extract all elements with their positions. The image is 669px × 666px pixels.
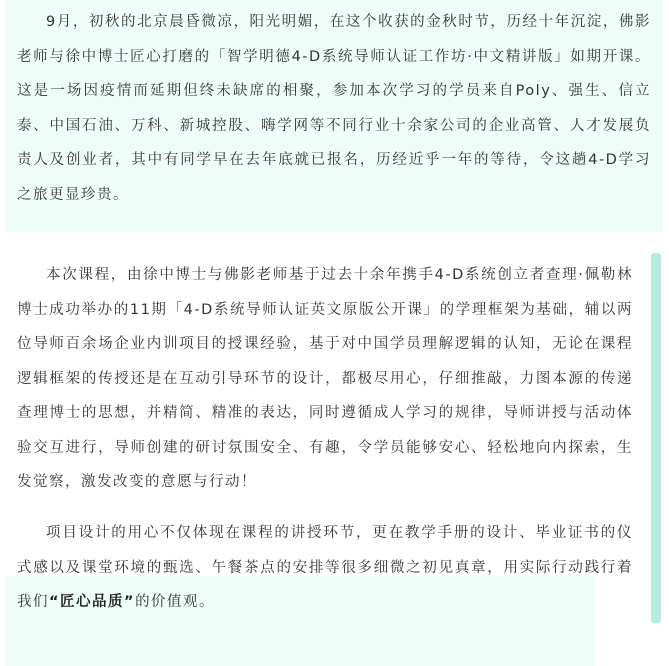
paragraph-design: [17, 516, 633, 620]
paragraph-design-start: 项目设计的用心不仅体现在课程的讲授环节，更在教学手册的设计、毕业证书的仪式感以及课堂环境的甄选、午餐茶点的安排等很多细微之初见真章，用实际行动践行着我们: [17, 525, 633, 610]
paragraph-intro: 9月，初秋的北京晨昏微凉，阳光明媚，在这个收获的金秋时节，历经十年沉淀，佛影老师与徐中博士匠心打磨的「智学明德4-D系统导师认证工作坊·中文精讲版」如期开课。这是一场因疫情而延期但终未缺席的相聚，参加本次学习的学员来自Poly、强生、信立泰、中国石油、万科、新城控股、嗨学网等不同行业十余家公司的企业高管、人才发展负责人及创业者，其中有同学早在去年底就已报名，历经近乎一年的等待，令这趟4-D学习之旅更显珍贵。: [17, 14, 651, 203]
paragraph-block-1: [5, 0, 663, 232]
paragraph-block-3: [5, 516, 645, 626]
paragraph-design-end: 的价值观。: [135, 594, 216, 610]
paragraph-course: 本次课程，由徐中博士与佛影老师基于过去十余年携手4-D系统创立者查理·佩勒林博士成功举办的11期「4-D系统导师认证英文原版公开课」的学理框架为基础，辅以两位导师百余场企业内训项目的授课经验，基于对中国学员理解逻辑的认知，无论在课程逻辑框架的传授还是在互动引导环节的设计，都极尽用心，仔细推敲，力图本源的传递查理博士的思想，并精简、精准的表达，同时遵循成人学习的规律，导师讲授与活动体验交互进行，导师创建的研讨氛围安全、有趣，令学员能够安心、轻松地向内探索，生发觉察，激发改变的意愿与行动！: [17, 267, 633, 490]
craftsmanship-quality-phrase: “匠心品质”: [49, 594, 136, 610]
paragraph-block-2: [5, 246, 645, 516]
decorative-side-bar: [651, 253, 661, 623]
